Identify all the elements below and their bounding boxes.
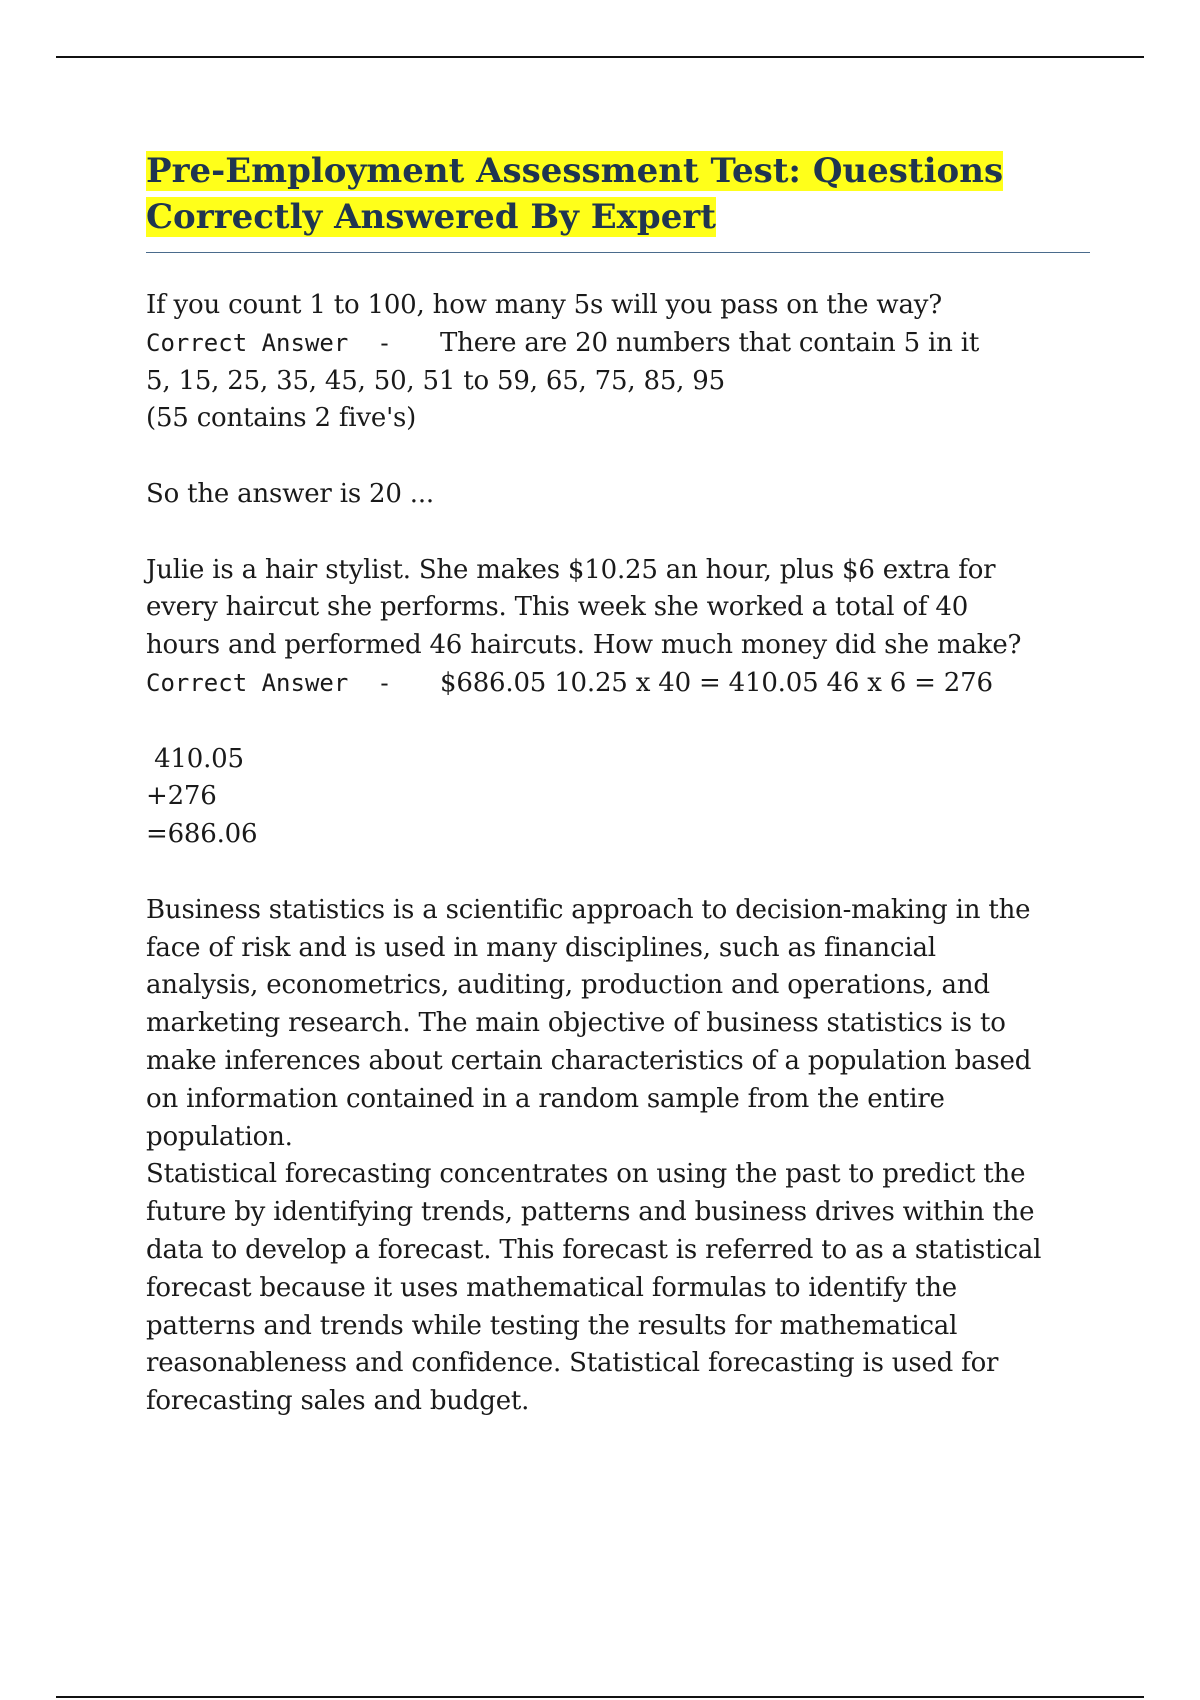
answer-conclusion: So the answer is 20 ... bbox=[146, 478, 434, 509]
question-text: Julie is a hair stylist. She makes $10.25 an hour, plus $6 extra for bbox=[146, 554, 996, 585]
spacer bbox=[146, 438, 1094, 476]
document-body bbox=[146, 287, 1094, 1421]
paragraph-line: forecast because it uses mathematical formulas to identify the bbox=[146, 1272, 957, 1303]
paragraph-line: marketing research. The main objective of business statistics is to bbox=[146, 1008, 1006, 1039]
spacer bbox=[146, 514, 1094, 552]
document-page bbox=[146, 148, 1094, 1421]
answer-label: Correct Answer - bbox=[146, 668, 392, 697]
document-title bbox=[146, 148, 1086, 240]
paragraph-line: Statistical forecasting concentrates on using the past to predict the bbox=[146, 1159, 1026, 1190]
title-line-2: Correctly Answered By Expert bbox=[146, 197, 716, 237]
answer-text: There are 20 numbers that contain 5 in it bbox=[440, 327, 980, 358]
paragraph-line: data to develop a forecast. This forecast is referred to as a statistical bbox=[146, 1234, 1042, 1265]
paragraph-line: population. bbox=[146, 1121, 293, 1152]
question-text: hours and performed 46 haircuts. How much money did she make? bbox=[146, 630, 1022, 661]
question-text: every haircut she performs. This week she worked a total of 40 bbox=[146, 592, 969, 623]
paragraph-line: face of risk and is used in many disciplines, such as financial bbox=[146, 932, 936, 963]
calc-line: =686.06 bbox=[146, 819, 258, 850]
answer-detail: 5, 15, 25, 35, 45, 50, 51 to 59, 65, 75, 85, 95 bbox=[146, 365, 725, 396]
paragraph-line: Business statistics is a scientific approach to decision-making in the bbox=[146, 894, 1031, 925]
paragraph-line: patterns and trends while testing the results for mathematical bbox=[146, 1310, 958, 1341]
paragraph-line: on information contained in a random sample from the entire bbox=[146, 1083, 945, 1114]
qa-block-3 bbox=[146, 892, 1094, 1421]
spacer bbox=[146, 854, 1094, 892]
title-line-1: Pre-Employment Assessment Test: Questions bbox=[146, 151, 1004, 191]
paragraph-line: analysis, econometrics, auditing, production and operations, and bbox=[146, 970, 990, 1001]
paragraph-line: future by identifying trends, patterns and business drives within the bbox=[146, 1197, 1035, 1228]
answer-note: (55 contains 2 five's) bbox=[146, 403, 417, 434]
qa-block-1 bbox=[146, 287, 1094, 514]
calc-line: 410.05 bbox=[146, 743, 244, 774]
answer-row bbox=[146, 325, 1094, 363]
paragraph-line: forecasting sales and budget. bbox=[146, 1386, 530, 1417]
answer-label: Correct Answer - bbox=[146, 328, 392, 357]
paragraph-line: make inferences about certain characteristics of a population based bbox=[146, 1045, 1032, 1076]
title-underline bbox=[146, 252, 1090, 253]
top-rule bbox=[56, 56, 1144, 58]
spacer bbox=[146, 703, 1094, 741]
bottom-rule bbox=[56, 1696, 1144, 1698]
question-text: If you count 1 to 100, how many 5s will you pass on the way? bbox=[146, 290, 942, 320]
answer-row bbox=[146, 665, 1094, 703]
qa-block-2 bbox=[146, 552, 1094, 854]
calc-line: +276 bbox=[146, 781, 217, 812]
answer-text: $686.05 10.25 x 40 = 410.05 46 x 6 = 276 bbox=[440, 667, 993, 698]
paragraph-line: reasonableness and confidence. Statistical forecasting is used for bbox=[146, 1348, 999, 1379]
